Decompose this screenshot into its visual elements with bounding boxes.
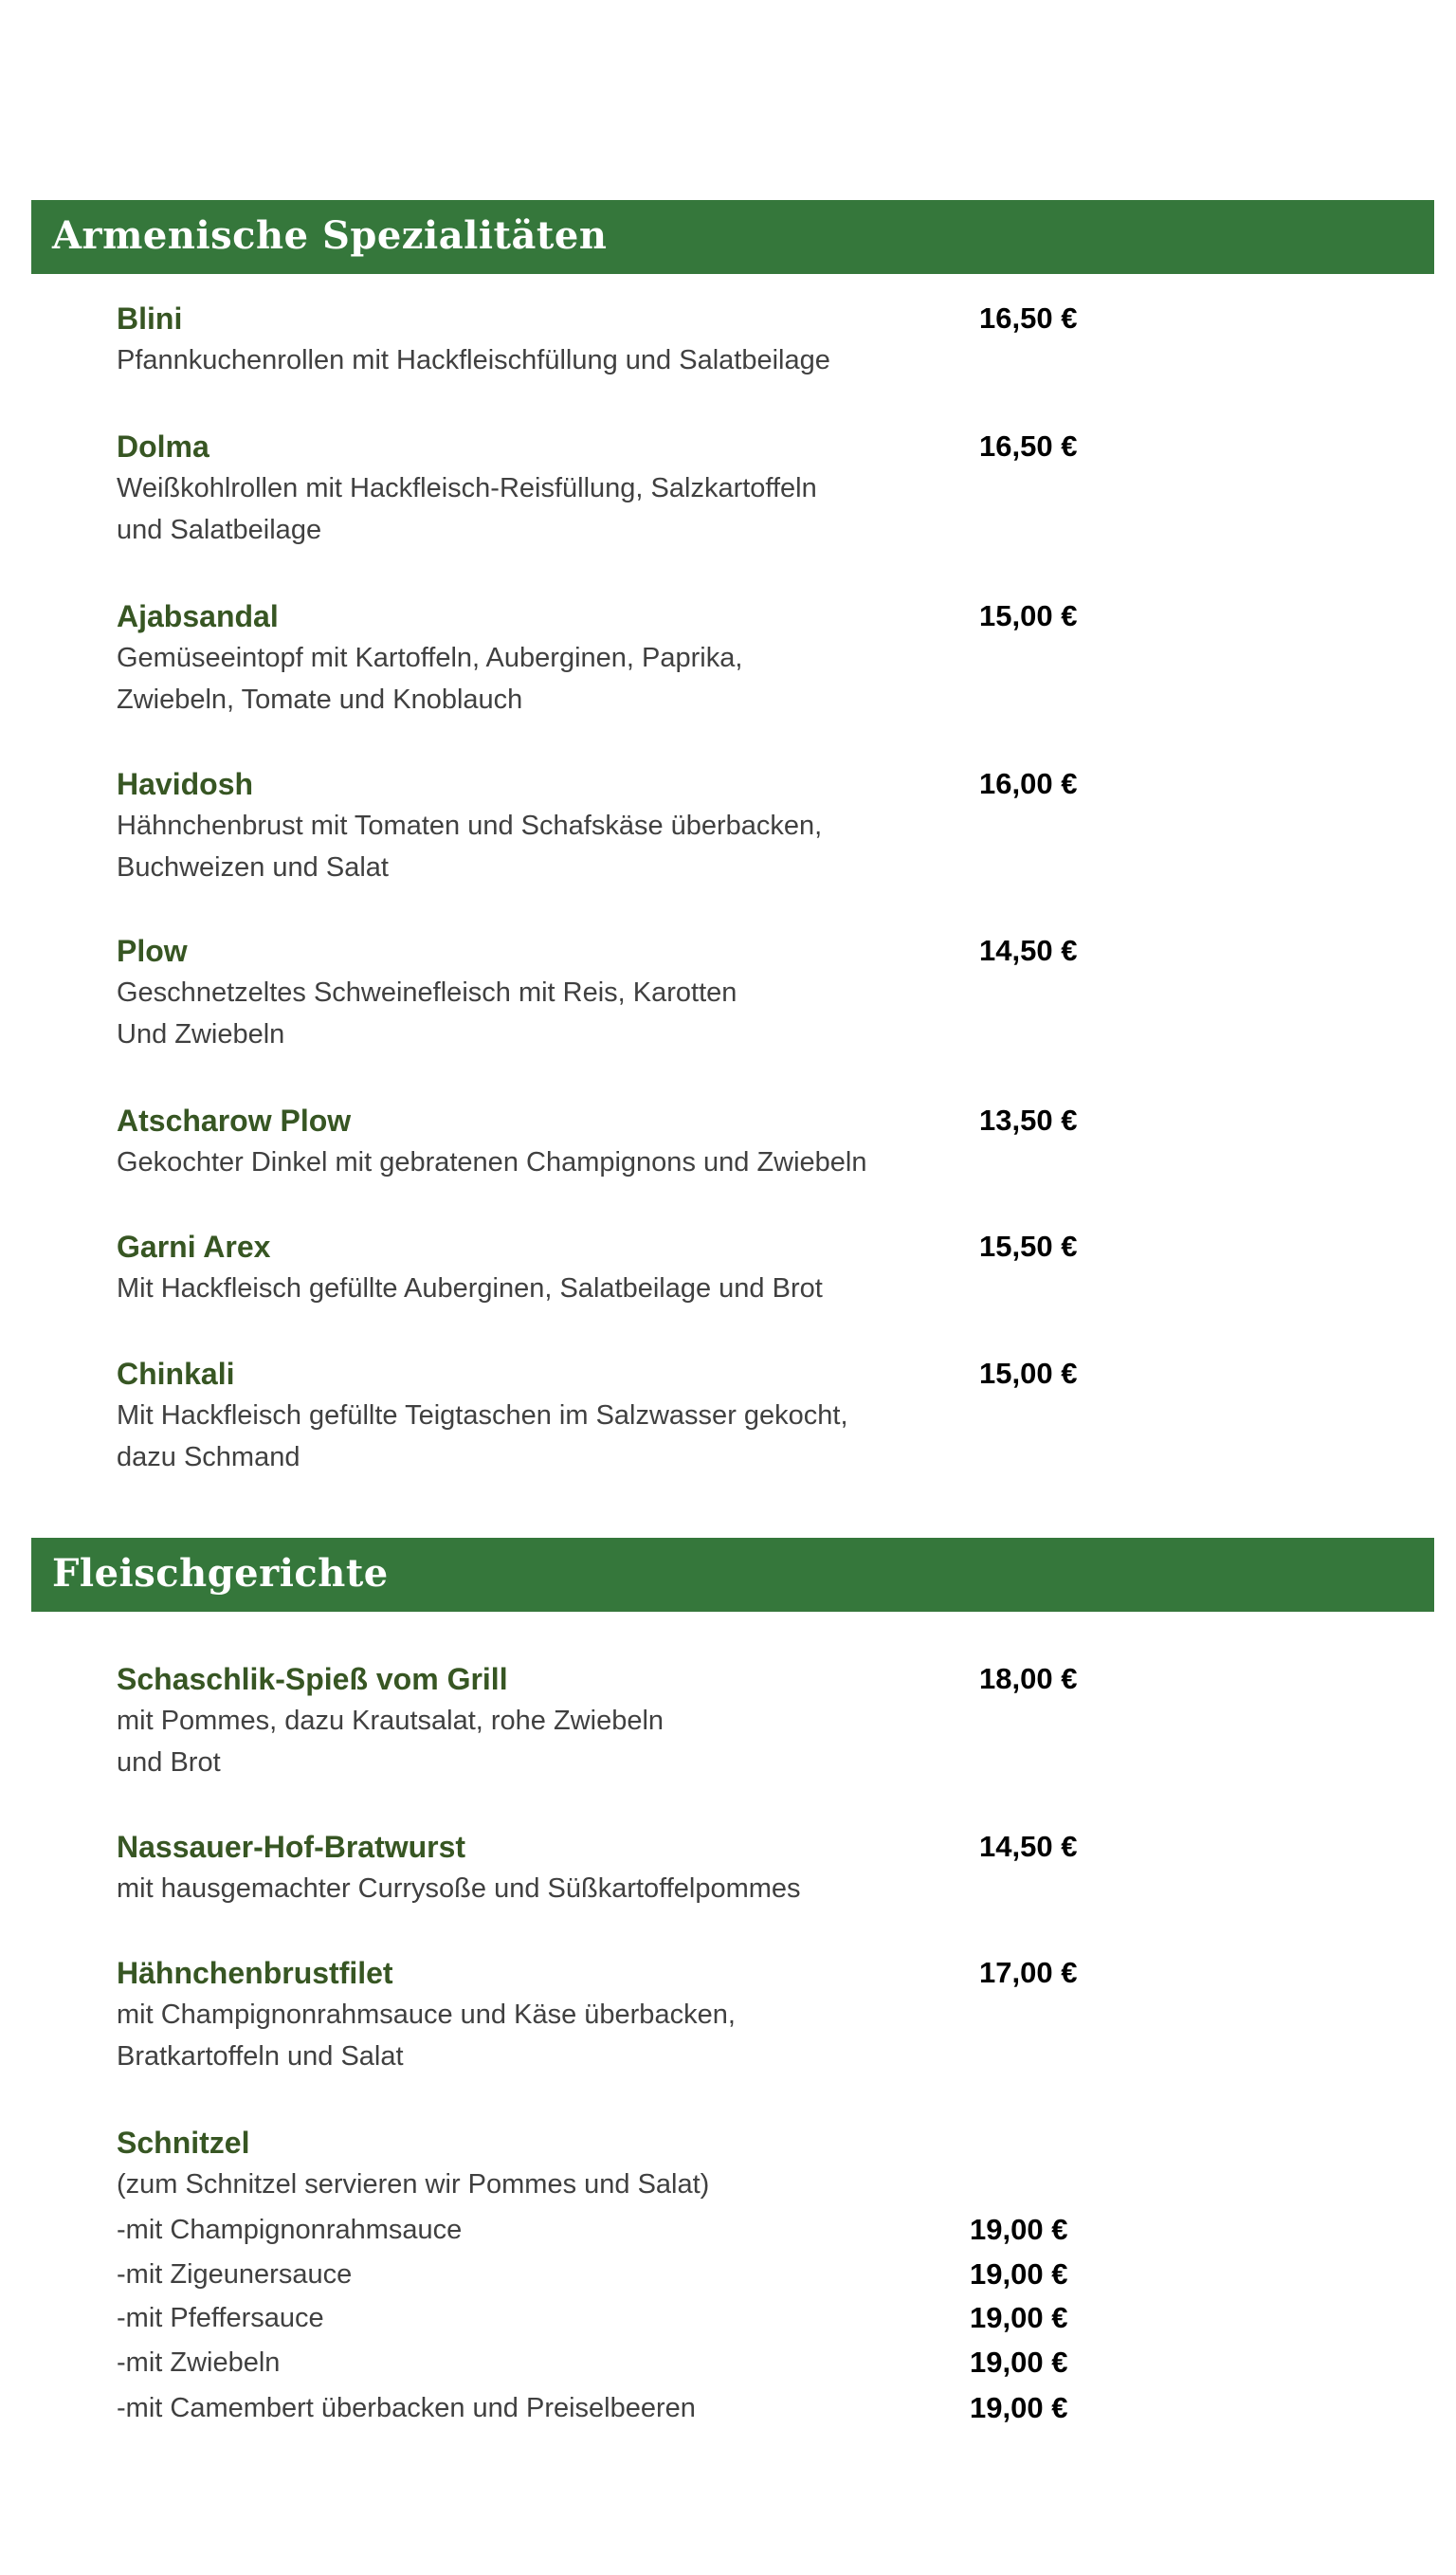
schnitzel-variant xyxy=(117,2297,1159,2339)
menu-item xyxy=(117,426,1159,551)
section-header-meat xyxy=(31,1538,1434,1612)
variant-price: 19,00 € xyxy=(970,2301,1068,2334)
variant-label: -mit Champignonrahmsauce xyxy=(117,2215,463,2245)
item-price: 16,00 € xyxy=(979,767,1078,800)
menu-item xyxy=(117,1226,1159,1309)
variant-label: -mit Pfeffersauce xyxy=(117,2303,324,2333)
item-name: Nassauer-Hof-Bratwurst xyxy=(117,1830,466,1864)
item-description: Geschnetzeltes Schweinefleisch mit Reis, Karotten xyxy=(117,977,737,1008)
item-name: Schaschlik-Spieß vom Grill xyxy=(117,1662,508,1696)
item-name: Havidosh xyxy=(117,767,254,801)
menu-item xyxy=(117,595,1159,721)
item-description: Und Zwiebeln xyxy=(117,1019,285,1050)
item-price: 15,50 € xyxy=(979,1230,1078,1263)
menu-item xyxy=(117,1826,1159,1909)
item-description: mit Pommes, dazu Krautsalat, rohe Zwiebeln xyxy=(117,1706,664,1736)
item-price: 13,50 € xyxy=(979,1104,1078,1137)
item-description: und Salatbeilage xyxy=(117,515,322,545)
menu-item xyxy=(117,763,1159,888)
variant-label: -mit Zwiebeln xyxy=(117,2347,281,2378)
item-price: 14,50 € xyxy=(979,1830,1078,1863)
menu-item xyxy=(117,930,1159,1055)
variant-price: 19,00 € xyxy=(970,2391,1068,2424)
item-price: 18,00 € xyxy=(979,1662,1078,1695)
item-name: Plow xyxy=(117,934,188,968)
menu-item-schnitzel xyxy=(117,2122,1159,2205)
menu-item xyxy=(117,1658,1159,1783)
item-description: Mit Hackfleisch gefüllte Auberginen, Salatbeilage und Brot xyxy=(117,1273,823,1304)
variant-price: 19,00 € xyxy=(970,2257,1068,2291)
variant-label: -mit Zigeunersauce xyxy=(117,2259,353,2290)
item-description: mit Champignonrahmsauce und Käse überbacken, xyxy=(117,2000,736,2030)
section-title: Armenische Spezialitäten xyxy=(52,213,608,258)
item-name: Atscharow Plow xyxy=(117,1104,352,1138)
schnitzel-variant xyxy=(117,2254,1159,2295)
item-name: Ajabsandal xyxy=(117,599,279,633)
item-price: 15,00 € xyxy=(979,599,1078,632)
item-description: Gemüseeintopf mit Kartoffeln, Auberginen, Paprika, xyxy=(117,643,743,673)
item-description: mit hausgemachter Currysoße und Süßkartoffelpommes xyxy=(117,1873,801,1904)
item-description: Hähnchenbrust mit Tomaten und Schafskäse überbacken, xyxy=(117,811,823,841)
item-name: Blini xyxy=(117,301,183,336)
menu-item xyxy=(117,298,1159,381)
item-name: Schnitzel xyxy=(117,2126,250,2160)
variant-price: 19,00 € xyxy=(970,2346,1068,2379)
item-name: Dolma xyxy=(117,429,209,464)
item-name: Chinkali xyxy=(117,1357,235,1391)
menu-item xyxy=(117,1100,1159,1183)
item-description: Zwiebeln, Tomate und Knoblauch xyxy=(117,685,523,715)
item-description: Bratkartoffeln und Salat xyxy=(117,2041,404,2072)
item-price: 17,00 € xyxy=(979,1956,1078,1989)
schnitzel-variant xyxy=(117,2209,1159,2251)
section-title: Fleischgerichte xyxy=(52,1551,389,1596)
item-description: Weißkohlrollen mit Hackfleisch-Reisfüllung, Salzkartoffeln xyxy=(117,473,817,503)
variant-price: 19,00 € xyxy=(970,2213,1068,2246)
variant-label: -mit Camembert überbacken und Preiselbeeren xyxy=(117,2393,696,2423)
item-description: und Brot xyxy=(117,1747,221,1778)
menu-item xyxy=(117,1952,1159,2077)
item-description: dazu Schmand xyxy=(117,1442,300,1472)
schnitzel-variant xyxy=(117,2387,1159,2429)
schnitzel-variant xyxy=(117,2342,1159,2383)
item-description: Mit Hackfleisch gefüllte Teigtaschen im Salzwasser gekocht, xyxy=(117,1400,848,1431)
section-header-armenian xyxy=(31,200,1434,274)
item-description: Gekochter Dinkel mit gebratenen Champignons und Zwiebeln xyxy=(117,1147,867,1178)
item-price: 15,00 € xyxy=(979,1357,1078,1390)
item-name: Hähnchenbrustfilet xyxy=(117,1956,393,1990)
menu-item xyxy=(117,1353,1159,1478)
item-description: Pfannkuchenrollen mit Hackfleischfüllung und Salatbeilage xyxy=(117,345,830,375)
item-price: 16,50 € xyxy=(979,429,1078,463)
item-name: Garni Arex xyxy=(117,1230,271,1264)
item-description: Buchweizen und Salat xyxy=(117,852,389,883)
item-price: 14,50 € xyxy=(979,934,1078,967)
item-price: 16,50 € xyxy=(979,301,1078,335)
item-description: (zum Schnitzel servieren wir Pommes und Salat) xyxy=(117,2169,710,2200)
